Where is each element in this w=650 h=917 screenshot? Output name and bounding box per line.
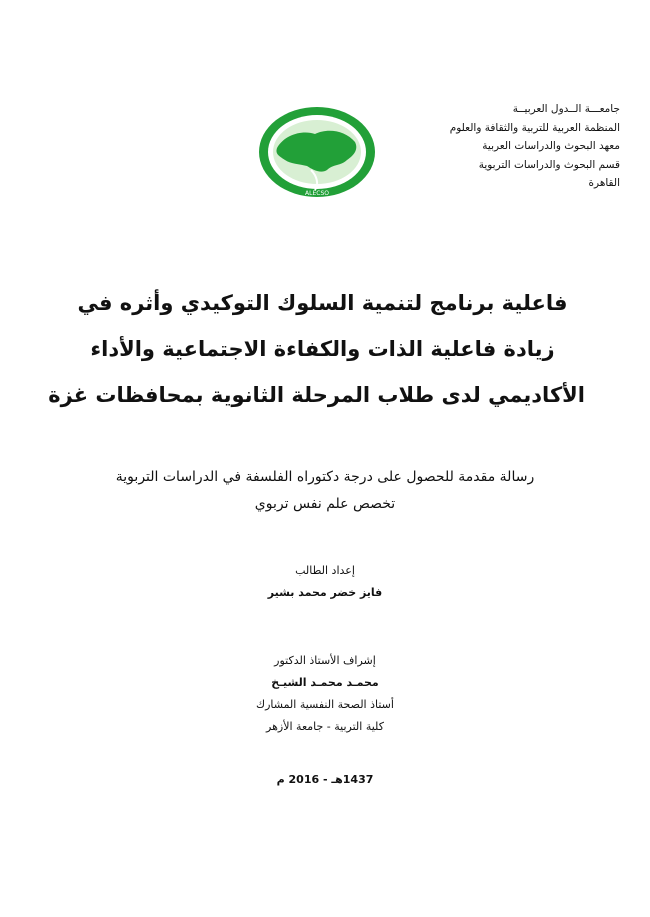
institution-line: معهد البحوث والدراسات العربية [482,140,620,152]
alecso-logo-icon [255,104,379,200]
purpose-degree: رسالة مقدمة للحصول على درجة دكتوراه الفلسفة في الدراسات التربوية [115,469,535,485]
title-line: زيادة فاعلية الذات والكفاءة الاجتماعية والأداء [90,337,555,361]
thesis-purpose [40,464,610,518]
institution-line: قسم البحوث والدراسات التربوية [478,158,620,171]
supervisor-name: محمـد محمـد الشيـخ [271,676,379,689]
purpose-specialization: تخصص علم نفس تربوي [254,496,396,512]
supervisor-affiliation: كلية التربية - جامعة الأزهر [266,720,384,733]
student-name: فايز خضر محمد بشير [267,586,383,599]
prepared-by [40,560,610,604]
title-line: فاعلية برنامج لتنمية السلوك التوكيدي وأثره في [77,291,568,315]
supervision [40,650,610,738]
date-line [40,770,610,790]
institution-line: جامعـــة الــدول العربيــة [512,103,620,115]
institution-line: المنظمة العربية للتربية والثقافة والعلوم [449,121,620,134]
institution-header [420,100,620,193]
svg-text:ALECSO: ALECSO [305,190,329,197]
institution-line: القاهرة [588,177,620,189]
supervisor-title: أستاذ الصحة النفسية المشارك [256,698,394,711]
prepared-by-label: إعداد الطالب [295,564,355,577]
thesis-title [48,280,585,418]
title-line: الأكاديمي لدى طلاب المرحلة الثانوية بمحافظات غزة [48,383,585,407]
submission-date: 1437هـ - 2016 م [276,773,374,786]
supervision-label: إشراف الأستاذ الدكتور [274,654,376,667]
